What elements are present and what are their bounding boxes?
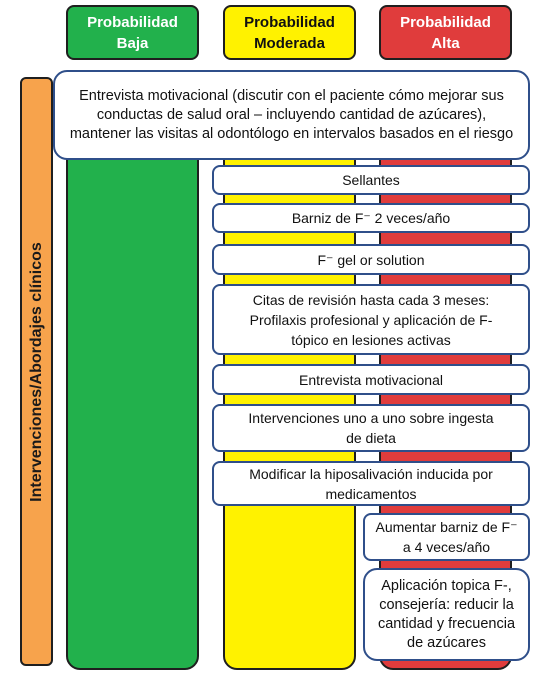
header-probabilidad-moderada — [223, 5, 356, 60]
intervention-barniz-4-text: Aumentar barniz de F⁻ a 4 veces/año — [375, 519, 518, 555]
header-alta-label: Probabilidad Alta — [400, 13, 491, 52]
intervention-entrevista-text: Entrevista motivacional — [299, 371, 443, 388]
intervention-hiposalivacion — [212, 461, 530, 506]
column-bar-baja — [66, 72, 199, 670]
intervention-barniz — [212, 203, 530, 233]
header-probabilidad-baja — [66, 5, 199, 60]
header-moderada-label: Probabilidad Moderada — [244, 13, 335, 52]
side-label-text: Intervenciones/Abordajes clínicos — [27, 241, 45, 502]
intervention-all-levels — [53, 70, 530, 160]
intervention-gel-text: F⁻ gel or solution — [317, 251, 425, 268]
side-label — [20, 77, 53, 666]
intervention-barniz-4 — [363, 513, 530, 561]
intervention-barniz-text: Barniz de F⁻ 2 veces/año — [291, 210, 451, 226]
intervention-gel — [212, 244, 530, 275]
intervention-sellantes — [212, 165, 530, 195]
header-probabilidad-alta — [379, 5, 512, 60]
intervention-topica — [363, 568, 530, 661]
intervention-entrevista — [212, 364, 530, 395]
intervention-sellantes-text: Sellantes — [342, 172, 400, 188]
intervention-dieta — [212, 404, 530, 452]
intervention-topica-text: Aplicación topica F-, consejería: reducir la cantidad y frecuencia de azúcares — [377, 577, 516, 651]
intervention-citas — [212, 284, 530, 355]
intervention-all-levels-text: Entrevista motivacional (discutir con el paciente cómo mejorar sus conductas de salud oral – incluyendo cantidad de azúcares), mantener las visitas al odontólogo en intervalos basados en el riesgo — [69, 87, 514, 142]
intervention-dieta-text: Intervenciones uno a uno sobre ingesta de dieta — [248, 410, 494, 446]
header-baja-label: Probabilidad Baja — [87, 13, 178, 52]
intervention-hiposalivacion-text: Modificar la hiposalivación inducida por medicamentos — [249, 465, 493, 502]
intervention-citas-text: Citas de revisión hasta cada 3 meses: Profilaxis profesional y aplicación de F- tópico en lesiones activas — [249, 291, 493, 348]
